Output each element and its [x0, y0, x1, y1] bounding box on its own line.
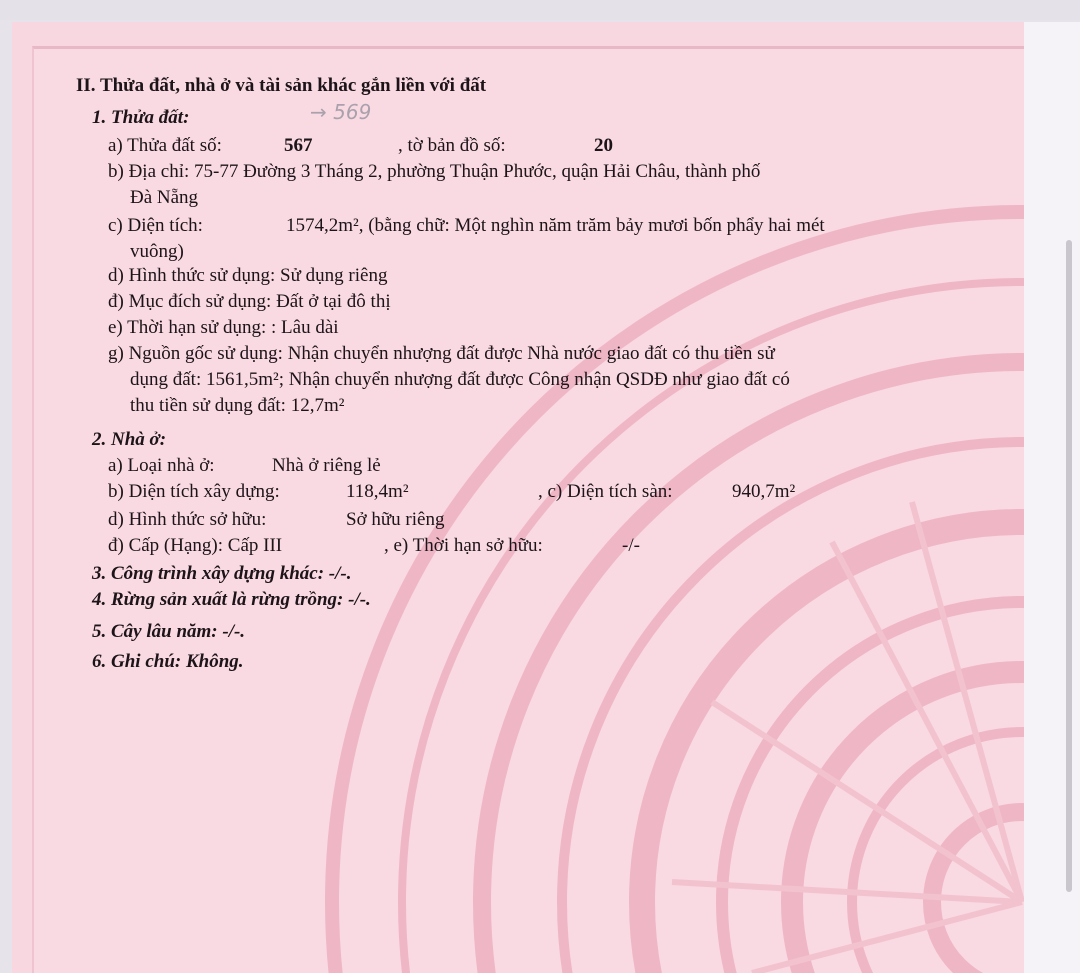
build-area-value: 118,4m² [346, 481, 409, 502]
use-purpose: đ) Mục đích sử dụng: Đất ở tại đô thị [108, 291, 391, 312]
perennial-trees: 5. Cây lâu năm: -/-. [92, 621, 246, 642]
area-label: c) Diện tích: [108, 215, 203, 236]
handwritten-note: → 569 [310, 100, 372, 124]
house-heading: 2. Nhà ở: [92, 429, 167, 450]
use-form: d) Hình thức sử dụng: Sử dụng riêng [108, 265, 388, 286]
area-line-2: vuông) [130, 241, 184, 262]
map-number: 20 [594, 135, 613, 156]
parcel-number: 567 [284, 135, 313, 156]
floor-area-label: , c) Diện tích sàn: [538, 481, 673, 502]
address-line-1: b) Địa chỉ: 75-77 Đường 3 Tháng 2, phường Thuận Phước, quận Hải Châu, thành phố [108, 161, 761, 182]
map-label: , tờ bản đồ số: [398, 135, 506, 156]
build-area-label: b) Diện tích xây dựng: [108, 481, 280, 502]
origin-line-2: dụng đất: 1561,5m²; Nhận chuyển nhượng đất được Công nhận QSDĐ như giao đất có [130, 369, 790, 390]
other-works: 3. Công trình xây dựng khác: -/-. [92, 563, 352, 584]
origin-line-1: g) Nguồn gốc sử dụng: Nhận chuyển nhượng đất được Nhà nước giao đất có thu tiền sử [108, 343, 775, 364]
area-value: 1574,2m², (bằng chữ: Một nghìn năm trăm bảy mươi bốn phẩy hai mét [286, 215, 825, 236]
address-line-2: Đà Nẵng [130, 187, 199, 208]
house-type-value: Nhà ở riêng lẻ [272, 455, 381, 476]
scrollbar[interactable] [1066, 240, 1072, 892]
origin-line-3: thu tiền sử dụng đất: 12,7m² [130, 395, 345, 416]
house-type-label: a) Loại nhà ở: [108, 455, 215, 476]
use-term: e) Thời hạn sử dụng: : Lâu dài [108, 317, 339, 338]
section-title: II. Thửa đất, nhà ở và tài sản khác gắn liền với đất [76, 75, 487, 96]
floor-area-value: 940,7m² [732, 481, 796, 502]
top-bar [0, 0, 1080, 20]
notes: 6. Ghi chú: Không. [92, 651, 244, 672]
land-heading: 1. Thửa đất: [92, 107, 190, 128]
ownership-value: Sở hữu riêng [346, 509, 445, 530]
ownership-term-value: -/- [622, 535, 640, 556]
ownership-term-label: , e) Thời hạn sở hữu: [384, 535, 543, 556]
house-grade: đ) Cấp (Hạng): Cấp III [108, 535, 283, 556]
ownership-label: d) Hình thức sở hữu: [108, 509, 267, 530]
parcel-label: a) Thửa đất số: [108, 135, 222, 156]
production-forest: 4. Rừng sản xuất là rừng trồng: -/-. [92, 589, 371, 610]
